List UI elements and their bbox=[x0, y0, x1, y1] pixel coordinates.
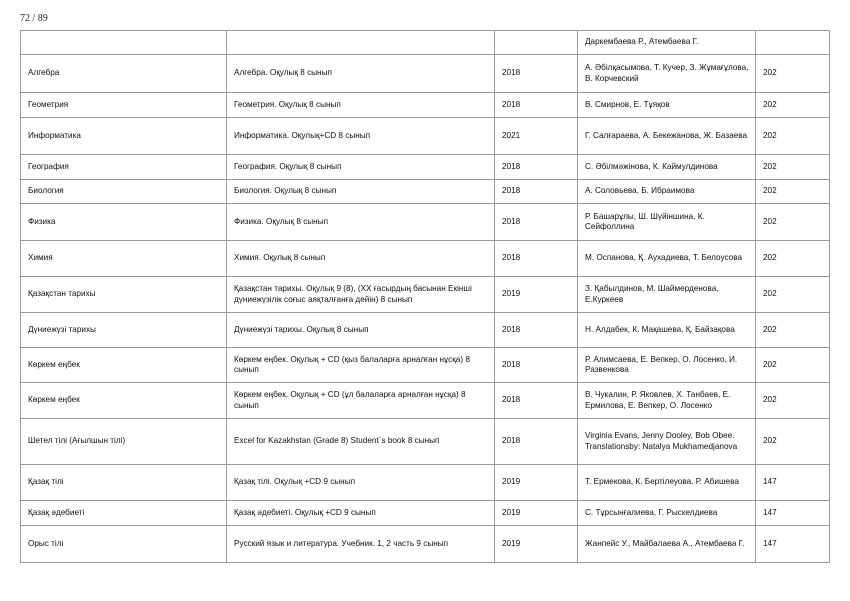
authors-cell: Virginia Evans, Jenny Dooley, Bob Obee. Translationsby: Natalya Mukhamedjanova bbox=[578, 419, 756, 465]
authors-cell: Г. Салғараева, А. Бекежанова, Ж. Базаева bbox=[578, 118, 756, 155]
authors-cell: Даркембаева Р., Атембаева Г. bbox=[578, 31, 756, 55]
table-row bbox=[21, 93, 830, 118]
title-cell: Биология. Оқулық 8 сынып bbox=[227, 180, 495, 204]
table-row bbox=[21, 180, 830, 204]
count-cell: 202 bbox=[756, 241, 830, 277]
count-cell: 202 bbox=[756, 313, 830, 348]
year-cell: 2019 bbox=[495, 526, 578, 563]
authors-cell: М. Оспанова, Қ. Аухадиева, Т. Белоусова bbox=[578, 241, 756, 277]
subject-cell: Шетел тілі (Ағылшын тілі) bbox=[21, 419, 227, 465]
subject-cell: Қазақ әдебиеті bbox=[21, 501, 227, 526]
authors-cell: Н. Алдабек, К. Мақашева, Қ. Байзақова bbox=[578, 313, 756, 348]
count-cell: 202 bbox=[756, 180, 830, 204]
title-cell: Геометрия. Оқулық 8 сынып bbox=[227, 93, 495, 118]
page-number: 72 / 89 bbox=[20, 13, 48, 24]
subject-cell: Дүниежүзі тарихы bbox=[21, 313, 227, 348]
title-cell bbox=[227, 31, 495, 55]
year-cell: 2018 bbox=[495, 180, 578, 204]
authors-cell: А. Соловьева, Б. Ибраимова bbox=[578, 180, 756, 204]
count-cell: 147 bbox=[756, 526, 830, 563]
count-cell: 147 bbox=[756, 501, 830, 526]
title-cell: Русский язык и литература. Учебник. 1, 2 часть 9 сынып bbox=[227, 526, 495, 563]
subject-cell: Информатика bbox=[21, 118, 227, 155]
subject-cell: Химия bbox=[21, 241, 227, 277]
authors-cell: Р. Башарұлы, Ш. Шүйіншина, К. Сейфоллина bbox=[578, 204, 756, 241]
year-cell: 2018 bbox=[495, 93, 578, 118]
table-row bbox=[21, 204, 830, 241]
authors-cell: Р. Алимсаева, Е. Вепкер, О. Лосенко, И. Развенкова bbox=[578, 348, 756, 383]
authors-cell: В. Чукалин, Р. Яковлев, Х. Танбаев, Е. Ермилова, Е. Вепкер, О. Лосенко bbox=[578, 383, 756, 419]
subject-cell: Физика bbox=[21, 204, 227, 241]
authors-cell: З. Қабылдинов, М. Шаймерденова, Е.Куркеев bbox=[578, 277, 756, 313]
count-cell: 202 bbox=[756, 155, 830, 180]
table-row bbox=[21, 526, 830, 563]
year-cell: 2018 bbox=[495, 313, 578, 348]
title-cell: Қазақ тілі. Оқулық +CD 9 сынып bbox=[227, 465, 495, 501]
textbook-table bbox=[20, 30, 830, 563]
table-row bbox=[21, 313, 830, 348]
year-cell: 2018 bbox=[495, 155, 578, 180]
count-cell: 202 bbox=[756, 419, 830, 465]
year-cell: 2019 bbox=[495, 465, 578, 501]
count-cell bbox=[756, 31, 830, 55]
count-cell: 202 bbox=[756, 277, 830, 313]
table-row bbox=[21, 419, 830, 465]
title-cell: Физика. Оқулық 8 сынып bbox=[227, 204, 495, 241]
title-cell: Көркем еңбек. Оқулық + CD (қыз балаларға арналған нұсқа) 8 сынып bbox=[227, 348, 495, 383]
title-cell: Химия. Оқулық 8 сынып bbox=[227, 241, 495, 277]
subject-cell: Көркем еңбек bbox=[21, 383, 227, 419]
authors-cell: С. Тұрсынғалиева, Г. Рыскелдиева bbox=[578, 501, 756, 526]
authors-cell: С. Әбілмәжінова, К. Каймулдинова bbox=[578, 155, 756, 180]
title-cell: Алгебра. Оқулық 8 сынып bbox=[227, 55, 495, 93]
year-cell: 2018 bbox=[495, 204, 578, 241]
title-cell: Қазақ әдебиеті. Оқулық +CD 9 сынып bbox=[227, 501, 495, 526]
year-cell: 2018 bbox=[495, 419, 578, 465]
year-cell: 2019 bbox=[495, 277, 578, 313]
year-cell: 2018 bbox=[495, 241, 578, 277]
subject-cell: География bbox=[21, 155, 227, 180]
subject-cell: Геометрия bbox=[21, 93, 227, 118]
authors-cell: Т. Ермекова, К. Бертілеуова. Р. Абишева bbox=[578, 465, 756, 501]
authors-cell: А. Әбілқасымова, Т. Кучер, З. Жұмағұлова, В. Корчевский bbox=[578, 55, 756, 93]
authors-cell: В. Смирнов, Е. Тұяқов bbox=[578, 93, 756, 118]
count-cell: 202 bbox=[756, 383, 830, 419]
title-cell: География. Оқулық 8 сынып bbox=[227, 155, 495, 180]
year-cell: 2021 bbox=[495, 118, 578, 155]
subject-cell: Көркем еңбек bbox=[21, 348, 227, 383]
count-cell: 147 bbox=[756, 465, 830, 501]
subject-cell: Қазақстан тарихы bbox=[21, 277, 227, 313]
title-cell: Көркем еңбек. Оқулық + CD (ұл балаларға арналған нұсқа) 8 сынып bbox=[227, 383, 495, 419]
title-cell: Информатика. Оқулық+CD 8 сынып bbox=[227, 118, 495, 155]
subject-cell: Қазақ тілі bbox=[21, 465, 227, 501]
title-cell: Қазақстан тарихы. Оқулық 9 (8), (ХХ ғасырдың басынан Екінші дүниежүзілік соғыс аяқталғанға дейін) 8 сынып bbox=[227, 277, 495, 313]
count-cell: 202 bbox=[756, 118, 830, 155]
table-row bbox=[21, 348, 830, 383]
table-row bbox=[21, 501, 830, 526]
table-row bbox=[21, 383, 830, 419]
year-cell bbox=[495, 31, 578, 55]
title-cell: Excel for Kazakhstan (Grade 8) Student`s book 8 сынып bbox=[227, 419, 495, 465]
table-row bbox=[21, 277, 830, 313]
title-cell: Дүниежүзі тарихы. Оқулық 8 сынып bbox=[227, 313, 495, 348]
subject-cell: Орыс тілі bbox=[21, 526, 227, 563]
table-row bbox=[21, 155, 830, 180]
table-row bbox=[21, 241, 830, 277]
year-cell: 2018 bbox=[495, 55, 578, 93]
subject-cell bbox=[21, 31, 227, 55]
year-cell: 2019 bbox=[495, 501, 578, 526]
count-cell: 202 bbox=[756, 55, 830, 93]
authors-cell: Жанпейс У., Майбалаева А., Атембаева Г. bbox=[578, 526, 756, 563]
subject-cell: Биология bbox=[21, 180, 227, 204]
count-cell: 202 bbox=[756, 348, 830, 383]
year-cell: 2018 bbox=[495, 348, 578, 383]
table-row bbox=[21, 55, 830, 93]
table-row bbox=[21, 118, 830, 155]
table-row bbox=[21, 465, 830, 501]
table-row bbox=[21, 31, 830, 55]
count-cell: 202 bbox=[756, 93, 830, 118]
year-cell: 2018 bbox=[495, 383, 578, 419]
subject-cell: Алгебра bbox=[21, 55, 227, 93]
count-cell: 202 bbox=[756, 204, 830, 241]
